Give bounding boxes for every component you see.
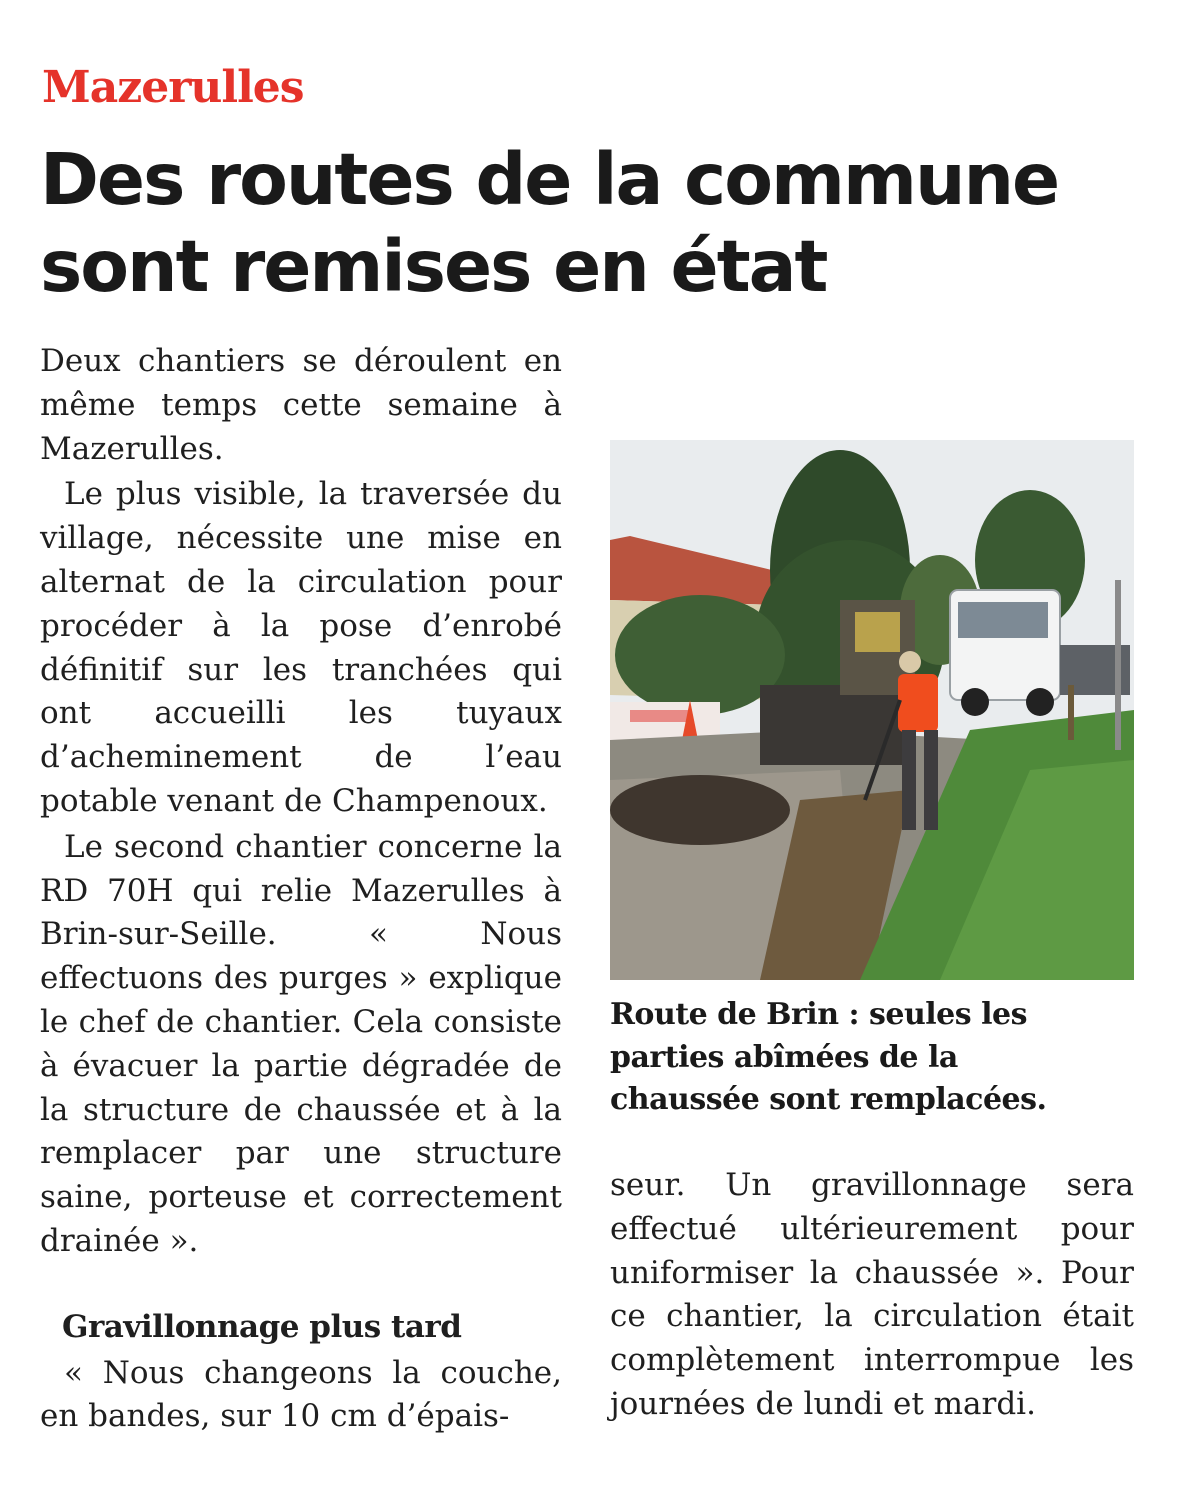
paragraph-intro: Deux chantiers se déroulent en même temps cette semaine à Mazerulles. (40, 343, 562, 467)
article-headline: Des routes de la commune sont remises en état (40, 138, 1059, 308)
section-kicker: Mazerulles (42, 62, 304, 113)
article-subhead: Gravillonnage plus tard (62, 1308, 462, 1345)
photo-caption: Route de Brin : seules les parties abîmées de la chaussée sont remplacées. (610, 997, 1047, 1117)
paragraph-second-site: Le second chantier concerne la RD 70H qui relie Mazerulles à Brin-sur-Seille. « Nous effectuons des purges » explique le chef de chantier. Cela consiste à évacuer la partie dégradée de la structure de chaussée et à la remplacer par une structure saine, porteuse et correctement drainée ». (40, 828, 562, 1259)
article-photo (610, 440, 1134, 980)
paragraph-quote-start: « Nous changeons la couche, en bandes, sur 10 cm d’épais- (40, 1354, 562, 1435)
paragraph-first-site: Le plus visible, la traversée du village, nécessite une mise en alternat de la circulation pour procéder à la pose d’enrobé définitif sur les tranchées qui ont accueilli les tuyaux d’acheminement de l’eau potable venant de Champenoux. (40, 476, 562, 819)
article-column-left (40, 340, 562, 1439)
paragraph-quote-end: seur. Un gravillonnage sera effectué ultérieurement pour uniformiser la chaussée ». Pour ce chantier, la circulation était complètement interrompue les journées de lundi et mardi. (610, 1167, 1134, 1422)
article-column-right (610, 1164, 1134, 1427)
roadworks-photo (610, 440, 1134, 980)
